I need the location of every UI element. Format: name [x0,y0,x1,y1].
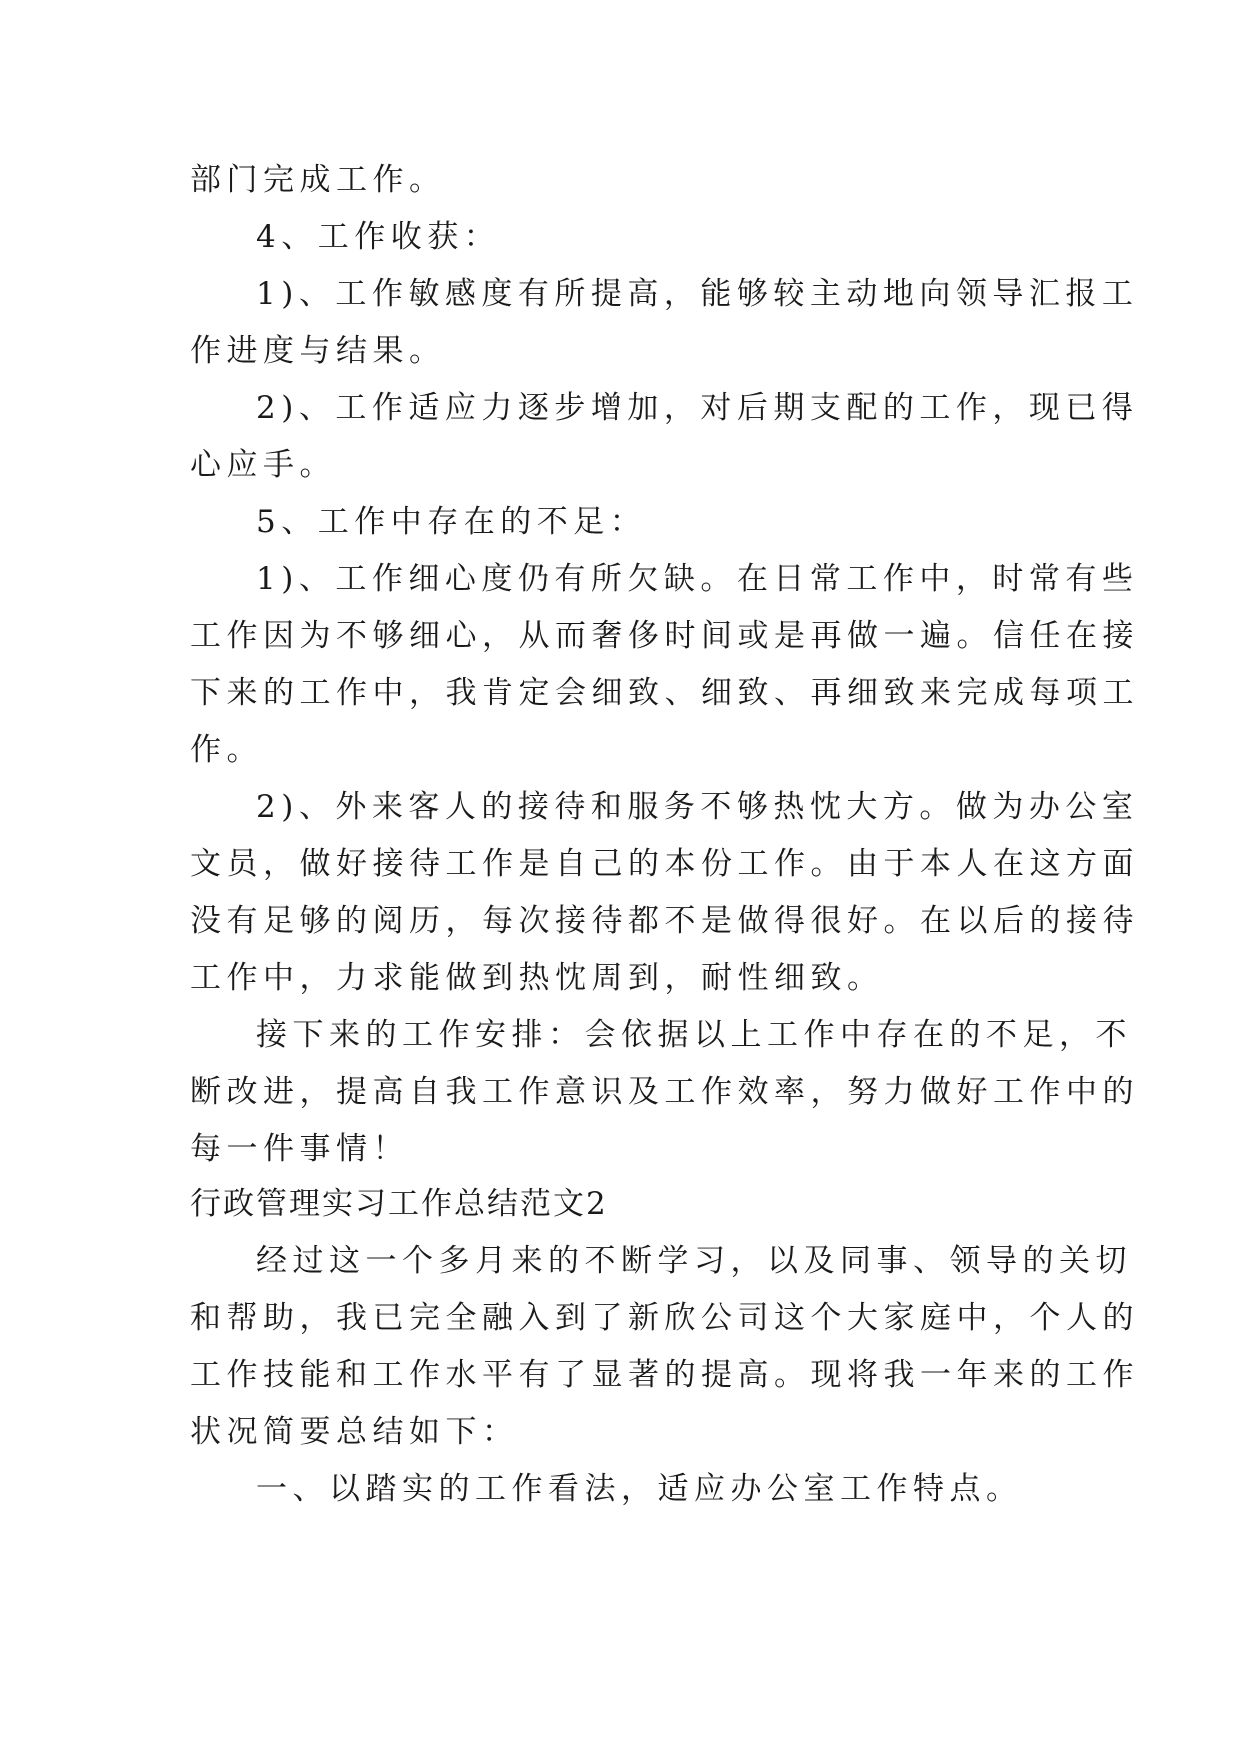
text-line: 文员，做好接待工作是自己的本份工作。由于本人在这方面 [190,846,1139,882]
text-line: 一、以踏实的工作看法，适应办公室工作特点。 [256,1471,1023,1507]
text-line: 没有足够的阅历，每次接待都不是做得很好。在以后的接待 [190,903,1139,939]
text-line: 4、工作收获： [256,219,501,255]
text-line: 下来的工作中，我肯定会细致、细致、再细致来完成每项工 [190,675,1139,711]
text-line: 心应手。 [190,447,336,483]
text-line: 2)、工作适应力逐步增加，对后期支配的工作，现已得 [256,390,1139,426]
text-line: 工作中，力求能做到热忱周到，耐性细致。 [190,960,884,996]
text-line: 1)、工作敏感度有所提高，能够较主动地向领导汇报工 [256,276,1139,312]
text-line: 状况简要总结如下： [190,1414,519,1450]
text-line: 经过这一个多月来的不断学习，以及同事、领导的关切 [256,1243,1132,1279]
text-line: 工作技能和工作水平有了显著的提高。现将我一年来的工作 [190,1357,1139,1393]
text-line: 作。 [190,732,263,768]
text-line: 接下来的工作安排：会依据以上工作中存在的不足，不 [256,1017,1132,1053]
text-line: 5、工作中存在的不足： [256,504,647,540]
text-line: 1)、工作细心度仍有所欠缺。在日常工作中，时常有些 [256,561,1139,597]
text-line: 作进度与结果。 [190,333,446,369]
text-line: 和帮助，我已完全融入到了新欣公司这个大家庭中，个人的 [190,1300,1139,1336]
text-line: 每一件事情！ [190,1131,409,1167]
text-line: 断改进，提高自我工作意识及工作效率，努力做好工作中的 [190,1074,1139,1110]
text-line: 工作因为不够细心，从而奢侈时间或是再做一遍。信任在接 [190,618,1139,654]
text-line: 2)、外来客人的接待和服务不够热忱大方。做为办公室 [256,789,1139,825]
text-line: 部门完成工作。 [190,162,446,198]
section-heading: 行政管理实习工作总结范文2 [190,1186,608,1222]
